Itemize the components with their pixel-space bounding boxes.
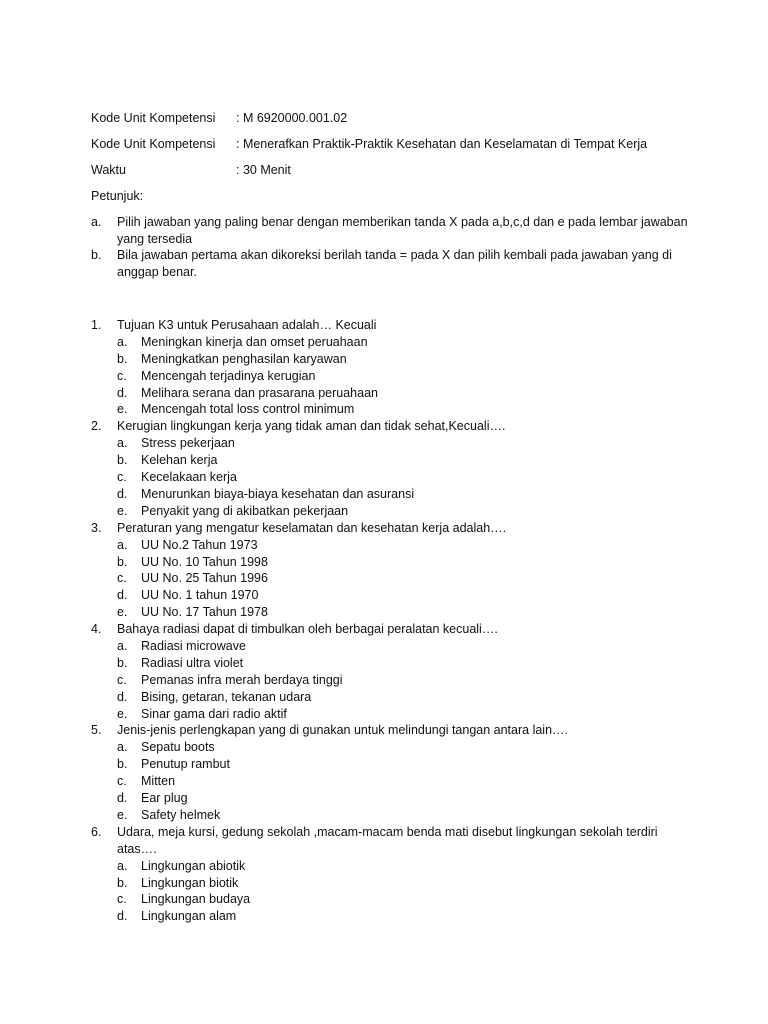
answer-option [91, 858, 691, 875]
option-letter: e. [117, 503, 128, 518]
option-letter: c. [117, 571, 127, 586]
answer-option [91, 486, 691, 503]
question-text: Kerugian lingkungan kerja yang tidak aman dan tidak sehat,Kecuali…. [117, 419, 506, 434]
option-letter: b. [117, 655, 128, 670]
answer-option [91, 334, 691, 351]
option-text: Bising, getaran, tekanan udara [141, 689, 312, 704]
question-stem [91, 317, 691, 334]
option-text: Ear plug [141, 791, 188, 806]
answer-option [91, 706, 691, 723]
instruction-item [91, 214, 691, 248]
option-text: Sinar gama dari radio aktif [141, 706, 287, 721]
header-label: Kode Unit Kompetensi [91, 137, 216, 151]
option-letter: d. [117, 909, 128, 924]
option-letter: b. [117, 453, 128, 468]
answer-option [91, 790, 691, 807]
answer-option [91, 570, 691, 587]
option-letter: b. [117, 875, 128, 890]
option-text: Radiasi microwave [141, 638, 246, 653]
header-value: : 30 Menit [236, 163, 291, 177]
question-item [91, 520, 691, 621]
question-stem [91, 824, 691, 858]
question-item [91, 317, 691, 418]
question-item [91, 824, 691, 925]
option-text: Safety helmek [141, 807, 221, 822]
option-letter: e. [117, 605, 128, 620]
option-text: Lingkungan alam [141, 909, 237, 924]
option-text: Melihara serana dan prasarana peruahaan [141, 385, 378, 400]
answer-option [91, 587, 691, 604]
question-number: 2. [91, 419, 102, 434]
option-text: Mitten [141, 774, 176, 789]
answer-option [91, 807, 691, 824]
answer-option [91, 672, 691, 689]
option-text: Lingkungan abiotik [141, 858, 246, 873]
option-text: Lingkungan budaya [141, 892, 251, 907]
option-letter: d. [117, 385, 128, 400]
option-text: UU No. 17 Tahun 1978 [141, 605, 268, 620]
option-text: Sepatu boots [141, 740, 215, 755]
option-letter: e. [117, 402, 128, 417]
answer-option [91, 604, 691, 621]
option-letter: a. [117, 537, 128, 552]
answer-option [91, 638, 691, 655]
question-number: 1. [91, 318, 102, 332]
option-text: Mencengah terjadinya kerugian [141, 368, 316, 383]
header-value: : M 6920000.001.02 [236, 111, 348, 125]
option-text: UU No. 25 Tahun 1996 [141, 571, 268, 586]
option-letter: d. [117, 486, 128, 501]
option-letter: c. [117, 774, 127, 789]
answer-option [91, 385, 691, 402]
option-letter: a. [117, 740, 128, 755]
instruction-mark: a. [91, 215, 102, 229]
option-letter: c. [117, 672, 127, 687]
instructions-title: Petunjuk: [91, 189, 144, 203]
question-number: 4. [91, 622, 102, 637]
question-text: Bahaya radiasi dapat di timbulkan oleh berbagai peralatan kecuali…. [117, 622, 498, 637]
question-text: Udara, meja kursi, gedung sekolah ,macam-macam benda mati disebut lingkungan sekolah terdiri atas…. [117, 824, 658, 856]
option-letter: d. [117, 689, 128, 704]
option-letter: a. [117, 638, 128, 653]
option-letter: b. [117, 757, 128, 772]
question-number: 6. [91, 824, 102, 839]
question-text: Tujuan K3 untuk Perusahaan adalah… Kecuali [117, 318, 377, 332]
question-number: 3. [91, 520, 102, 535]
answer-option [91, 655, 691, 672]
answer-option [91, 452, 691, 469]
option-text: Meningkan kinerja dan omset peruahaan [141, 334, 368, 349]
option-text: Penyakit yang di akibatkan pekerjaan [141, 503, 349, 518]
option-text: Mencengah total loss control minimum [141, 402, 355, 417]
answer-option [91, 351, 691, 368]
answer-option [91, 401, 691, 418]
question-item [91, 722, 691, 823]
question-item [91, 621, 691, 722]
option-letter: e. [117, 807, 128, 822]
question-stem [91, 418, 691, 435]
option-text: UU No. 1 tahun 1970 [141, 588, 259, 603]
option-text: UU No.2 Tahun 1973 [141, 537, 258, 552]
instruction-mark: b. [91, 248, 102, 262]
question-stem [91, 621, 691, 638]
option-letter: a. [117, 436, 128, 451]
option-text: Menurunkan biaya-biaya kesehatan dan asuransi [141, 486, 415, 501]
option-text: Radiasi ultra violet [141, 655, 244, 670]
question-stem [91, 520, 691, 537]
option-letter: b. [117, 351, 128, 366]
question-item [91, 418, 691, 519]
option-text: Pemanas infra merah berdaya tinggi [141, 672, 343, 687]
answer-option [91, 435, 691, 452]
option-text: Meningkatkan penghasilan karyawan [141, 351, 347, 366]
instruction-item [91, 247, 691, 281]
answer-option [91, 469, 691, 486]
option-text: Stress pekerjaan [141, 436, 235, 451]
option-letter: c. [117, 470, 127, 485]
question-text: Jenis-jenis perlengkapan yang di gunakan untuk melindungi tangan antara lain…. [117, 723, 569, 738]
answer-option [91, 891, 691, 908]
question-number: 5. [91, 723, 102, 738]
answer-option [91, 537, 691, 554]
option-letter: d. [117, 588, 128, 603]
answer-option [91, 554, 691, 571]
answer-option [91, 503, 691, 520]
answer-option [91, 773, 691, 790]
header-label: Waktu [91, 163, 126, 177]
answer-option [91, 756, 691, 773]
answer-option [91, 739, 691, 756]
question-list [91, 317, 691, 925]
option-letter: a. [117, 334, 128, 349]
option-letter: d. [117, 791, 128, 806]
option-letter: c. [117, 368, 127, 383]
option-text: Kecelakaan kerja [141, 470, 237, 485]
instruction-text: Pilih jawaban yang paling benar dengan memberikan tanda X pada a,b,c,d dan e pada lembar jawaban yang tersedia [117, 215, 688, 246]
option-letter: c. [117, 892, 127, 907]
option-text: Kelehan kerja [141, 453, 218, 468]
instruction-text: Bila jawaban pertama akan dikoreksi berilah tanda = pada X dan pilih kembali pada jawaban yang di anggap benar. [117, 248, 672, 279]
question-text: Peraturan yang mengatur keselamatan dan kesehatan kerja adalah…. [117, 520, 507, 535]
option-letter: e. [117, 706, 128, 721]
option-text: UU No. 10 Tahun 1998 [141, 554, 268, 569]
question-stem [91, 722, 691, 739]
option-letter: b. [117, 554, 128, 569]
answer-option [91, 689, 691, 706]
answer-option [91, 908, 691, 925]
option-letter: a. [117, 858, 128, 873]
answer-option [91, 875, 691, 892]
header-label: Kode Unit Kompetensi [91, 111, 216, 125]
answer-option [91, 368, 691, 385]
option-text: Lingkungan biotik [141, 875, 239, 890]
header-value: : Menerafkan Praktik-Praktik Kesehatan dan Keselamatan di Tempat Kerja [236, 137, 648, 151]
option-text: Penutup rambut [141, 757, 230, 772]
